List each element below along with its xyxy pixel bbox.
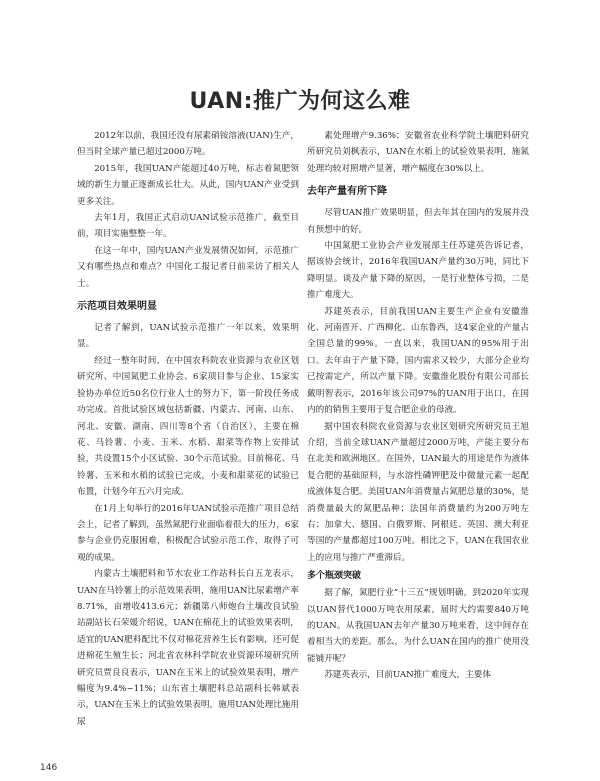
- paragraph: 苏建英表示，目前UAN推广难度大，主要体: [324, 670, 491, 681]
- paragraph: 2012年以前，我国还没有尿素硝铵溶液(UAN)生产，但当时全球产量已超过2000万吨。: [77, 131, 299, 158]
- subsection-heading: 多个瓶颈突破: [307, 571, 362, 582]
- left-column: [77, 128, 299, 730]
- paragraph: 内蒙古土壤肥料和节水农业工作站科长白五龙表示，UAN在马铃薯上的示范效果表明，施用UAN比尿素增产率8.71%，亩增收413.6元；新疆第八师炮台土壤改良试验站副站长石荣媛介绍说，UAN在棉花上的试验效果表明，适宜的UAN肥料配比不仅对棉花营养生长有影响，还可促进棉花生殖生长；河北省农林科学院农业资源环境研究所研究员贾良良表示，UAN在玉米上的试验效果表明，增产幅度为9.4%~11%；山东省土壤肥料总站副科长韩斌表示，UAN在玉米上的试验效果表明，施用UAN处理比施用尿: [77, 569, 299, 727]
- paragraph: 在这一年中，国内UAN产业发展情况如何，示范推广又有哪些热点和难点？中国化工报记者日前采访了相关人士。: [77, 245, 299, 289]
- paragraph: 去年1月，我国正式启动UAN试验示范推广，截至目前，项目实施整整一年。: [77, 213, 299, 240]
- paragraph: 据中国农科院农业资源与农业区划研究所研究员王旭介绍，当前全球UAN产量超过2000万吨，产能主要分布在北美和欧洲地区。在国外，UAN最大的用途是作为液体复合肥的基础原料，与水溶性磷钾肥及中微量元素一起配成液体复合肥。美国UAN年消费量占氮肥总量的30%，是消费量最大的氮肥品种；法国年消费量约为200万吨左右；加拿大、德国、白俄罗斯、阿根廷、英国、澳大利亚等国的产量都超过100万吨。相比之下，UAN在我国农业上的应用与推广严重滞后。: [307, 421, 529, 563]
- article-title: UAN:推广为何这么难: [189, 89, 411, 114]
- paragraph: 素处理增产9.36%；安徽省农业科学院土壤肥料研究所研究员刘枫表示，UAN在水稻上的试验效果表明，施氮处理均较对照增产显著，增产幅度在30%以上。: [307, 131, 529, 174]
- section-heading: 去年产量有所下降: [307, 186, 387, 198]
- paragraph: 苏建英表示，目前我国UAN主要生产企业有安徽淮化、河南晋开、广西柳化、山东鲁西，这4家企业的产量占全国总量的99%。一直以来，我国UAN的95%用于出口。去年由于产量下降，国内需求又较少，大部分企业均已按需定产，所以产量下降。安徽淮化股份有限公司部长戴明智表示，2016年该公司97%的UAN用于出口，在国内的的销售主要用于复合肥企业的母液。: [307, 306, 529, 416]
- paragraph: 中国氮肥工业协会产业发展部主任苏建英告诉记者，据该协会统计，2016年我国UAN产量约30万吨，同比下降明显。谈及产量下降的原因，一是行业整体亏损，二是推广难度大。: [307, 241, 529, 301]
- section-heading: 示范项目效果明显: [77, 301, 157, 313]
- paragraph: 经过一整年时间，在中国农科院农业资源与农业区划研究所、中国氮肥工业协会、6家项目参与企业、15家实验协办单位近50名位行业人士的努力下，第一阶段任务成功完成。首批试验区域包括新疆、内蒙古、河南、山东、河北、安徽、湖南、四川等8个省（自治区），主要在棉花、马铃薯、小麦、玉米、水稻、甜菜等作物上安排试验，共设置15个小区试验、30个示范试验。目前棉花、马铃薯、玉米和水稻的试验已完成，小麦和甜菜花的试验已布置，计划今年五六月完成。: [77, 355, 299, 498]
- right-column: [307, 128, 529, 684]
- paragraph: 尽管UAN推广效果明显，但去年其在国内的发展并没有预想中的好。: [307, 208, 529, 235]
- paragraph: 2015年，我国UAN产能超过40万吨，标志着氮肥领域的新生力量正逐渐成长壮大。从此，国内UAN产业受到更多关注。: [77, 163, 299, 207]
- page-number: 146: [40, 763, 58, 773]
- paragraph: 在1月上旬举行的2016年UAN试验示范推广项目总结会上，记者了解到，虽然氮肥行业面临着很大的压力，6家参与企业仍克服困难，积极配合试验示范工作，取得了可观的成果。: [77, 503, 299, 563]
- paragraph: 据了解，氮肥行业“十三五”规划明确，到2020年实现以UAN替代1000万吨农用尿素，届时大约需要840万吨的UAN。从我国UAN去年产量30万吨来看，这中间存在着相当大的差距。那么，为什么UAN在国内的推广使用没能铺开呢？: [307, 588, 529, 664]
- paragraph: 记者了解到，UAN试验示范推广一年以来，效果明显。: [77, 323, 299, 350]
